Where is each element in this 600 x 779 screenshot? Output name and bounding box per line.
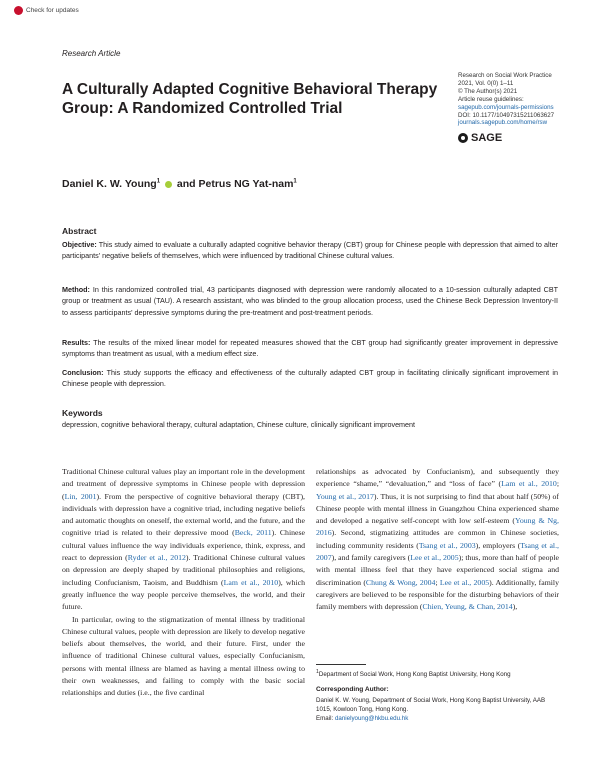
corresponding-heading: Corresponding Author: [316, 686, 389, 693]
sage-logo-text: SAGE [471, 132, 503, 144]
body-paragraph: relationships as advocated by Confucianism), and subsequently they experience “shame,” “devaluation,” and “loss of face” (Lam et al., 2010; Young et al., 2017). Thus, it is not surprising to find that about half (50%) of Chinese people with mental illness in Guangzhou China experienced shame and developed a negative self-concept with low self-esteem (Young & Ng, 2016). Second, stigmatizing attitudes are common in Chinese societies, including community residents (Tsang et al., 2003), employers (Tsang et al., 2007), and family caregivers (Lee et al., 2005); thus, more than half of people with mental illness feel that they have experienced social stigma and discrimination (Chung & Wong, 2004; Lee et al., 2005). Additionally, family caregivers are believed to be responsible for the disturbing behaviors of their family members with depression (Chien, Yeung, & Chan, 2014), [316, 467, 560, 612]
objective-text: This study aimed to evaluate a culturally adapted cognitive behavior therapy (CBT) group for Chinese people with depression that aimed to alter participants' negative beliefs of themselves, which were influenced by traditional Chinese cultural values. [62, 240, 559, 261]
copyright: © The Author(s) 2021 [458, 87, 518, 95]
method-text: In this randomized controlled trial, 43 participants diagnosed with depression were randomly allocated to a 10-session culturally adapted CBT group or treatment as usual (TAU). A research assistant, who was blinded to the group allocation process, used the Chinese Beck Depression Inventory-II to assess participants' depressive symptoms during the pre-treatment and post-treatment periods. [62, 285, 558, 317]
citation-link[interactable]: Chung & Wong, 2004 [365, 577, 436, 587]
body-right-column [316, 466, 559, 614]
citation-link[interactable]: Ryder et al., 2012 [127, 553, 186, 563]
footnote-divider [316, 664, 366, 665]
citation-link[interactable]: Young & Ng, 2016 [316, 516, 560, 538]
journal-name: Research on Social Work Practice [458, 72, 552, 79]
affiliation-text: Department of Social Work, Hong Kong Baptist University, Hong Kong [318, 671, 511, 679]
abstract-heading: Abstract [62, 226, 97, 236]
abstract-results [62, 337, 558, 360]
reuse-link[interactable]: sagepub.com/journals-permissions [458, 103, 554, 111]
email-link[interactable]: danielyoung@hkbu.edu.hk [334, 715, 409, 723]
results-text: The results of the mixed linear model for repeated measures showed that the CBT group had significantly greater improvement in depressive symptoms than treatment as usual, with a medium effect size. [62, 338, 558, 359]
affiliation-footnote [316, 668, 559, 679]
citation-link[interactable]: Lam et al., 2010 [501, 479, 557, 489]
sage-logo-icon [458, 133, 468, 143]
doi[interactable]: DOI: 10.1177/10497315211063627 [458, 111, 555, 119]
journal-link[interactable]: journals.sagepub.com/home/rsw [458, 119, 548, 127]
orcid-icon[interactable] [165, 181, 172, 188]
keywords-heading: Keywords [62, 408, 103, 418]
check-updates-label: Check for updates [26, 6, 79, 14]
corresponding-address: Daniel K. W. Young, Department of Social Work, Hong Kong Baptist University, AAB 1015, Kowloon Tong, Hong Kong. [316, 697, 546, 714]
citation-link[interactable]: Lam et al., 2010 [223, 577, 279, 587]
author-1: Daniel K. W. Young [62, 178, 157, 190]
email-label: Email: [316, 715, 334, 723]
body-paragraph: In particular, owing to the stigmatization of mental illness by traditional Chinese cultural values, people with depression are likely to develop negative beliefs about themselves, the world, and their future. First, under the influence of traditional Chinese cultural values, especially Confucianism, persons with mental illness are blamed as having a mental illness owing to their own weaknesses, and failing to comply with the basic social relationships and duties (i.e., the five cardinal [62, 614, 305, 698]
citation-link[interactable]: Lee et al., 2005 [410, 553, 459, 563]
citation-link[interactable]: Tsang et al., 2003 [418, 540, 476, 550]
body-paragraph: Traditional Chinese cultural values play an important role in the development and treatment of depressive symptoms in Chinese people with depression (Lin, 2001). From the perspective of cognitive behavioral therapy (CBT), individuals with depression have a cognitive triad, including negative beliefs and automatic thoughts on oneself, the external world, and the future, and the cognitive triad is related to their depressive mood (Beck, 2011). Chinese cultural values influence the way individuals experience, think, express, and react to depression (Ryder et al., 2012). Traditional Chinese cultural values on depression are deeply shaped by traditional philosophies and religions, including Confucianism, Taoism, and Buddhism (Lam et al., 2010), which greatly influence the way people perceive themselves, the world, and their future. [62, 467, 306, 612]
abstract-method [62, 284, 558, 318]
abstract-conclusion [62, 367, 558, 390]
author-and: and [176, 178, 196, 190]
check-updates-badge[interactable] [14, 4, 79, 16]
author-1-affiliation: 1 [156, 178, 161, 185]
citation-link[interactable]: Beck, 2011 [234, 528, 272, 538]
corresponding-email-line [316, 714, 559, 723]
affiliation-marker: 1 [316, 669, 319, 675]
corresponding-details [316, 696, 559, 724]
method-label: Method: [62, 285, 90, 294]
citation-link[interactable]: Tsang et al., 2007 [316, 540, 559, 563]
abstract-objective [62, 239, 558, 262]
objective-label: Objective: [62, 240, 97, 249]
results-label: Results: [62, 338, 91, 347]
conclusion-label: Conclusion: [62, 368, 104, 377]
check-updates-icon [14, 6, 23, 15]
citation-link[interactable]: Lee et al., 2005 [439, 577, 490, 587]
citation-link[interactable]: Lin, 2001 [64, 491, 97, 501]
author-2-affiliation: 1 [293, 178, 297, 185]
sage-logo [458, 132, 502, 144]
author-2: Petrus NG Yat-nam [198, 178, 294, 190]
citation-link[interactable]: Young et al., 2017 [316, 491, 374, 501]
article-type: Research Article [62, 49, 121, 58]
conclusion-text: This study supports the efficacy and effectiveness of the culturally adapted CBT group in facilitating clinically significant improvement in Chinese people with depression. [62, 368, 558, 389]
article-title: A Culturally Adapted Cognitive Behavioral Therapy Group: A Randomized Controlled Trial [62, 81, 438, 117]
body-left-column [62, 466, 305, 700]
journal-volume: 2021, Vol. 0(0) 1–11 [458, 79, 514, 87]
reuse-guidelines: Article reuse guidelines: [458, 95, 524, 103]
author-line [62, 178, 297, 190]
citation-link[interactable]: Chien, Yeung, & Chan, 2014 [422, 602, 513, 612]
keywords-list: depression, cognitive behavioral therapy, cultural adaptation, Chinese culture, clinically significant improvement [62, 420, 416, 429]
journal-meta [458, 72, 598, 127]
